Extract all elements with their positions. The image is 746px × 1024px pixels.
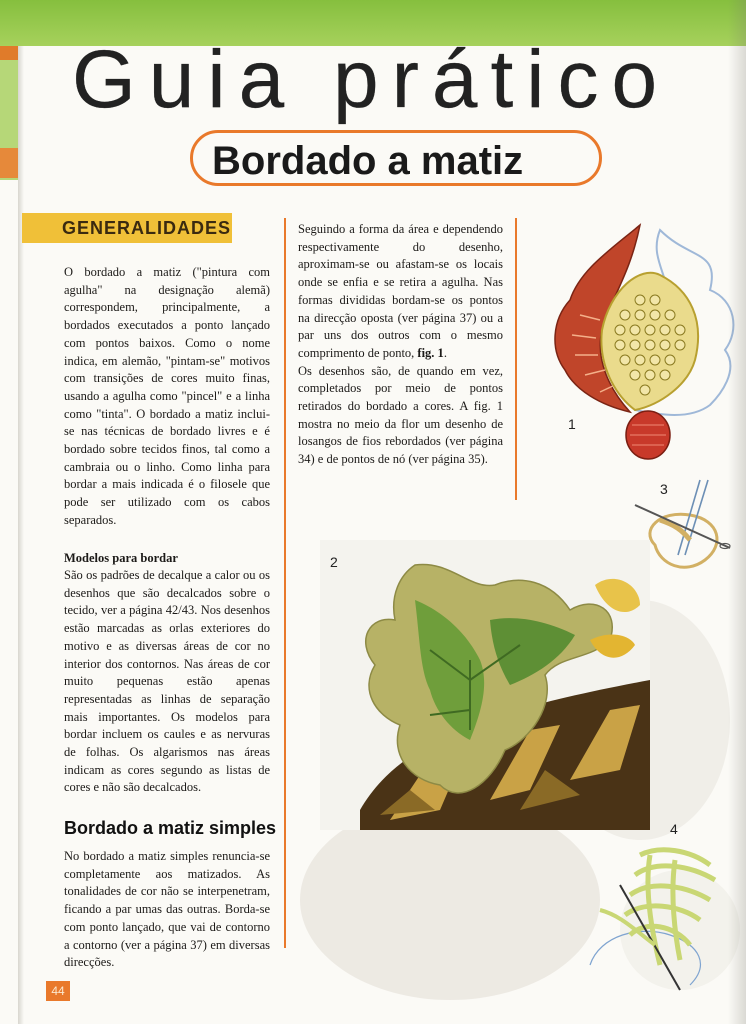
page-spine-shadow — [18, 46, 24, 1024]
figure-2-number: 2 — [330, 554, 338, 570]
column-divider-right — [515, 218, 517, 500]
middle-column-text — [298, 221, 503, 469]
generalidades-heading: GENERALIDADES — [62, 218, 232, 238]
page-number: 44 — [46, 981, 70, 1001]
figure-2-embroidery-photo — [320, 540, 650, 830]
figure-1-number: 1 — [568, 416, 576, 432]
figure-3-number: 3 — [660, 481, 668, 497]
simples-paragraph: No bordado a matiz simples renuncia-se completamente aos matizados. As tonalidades de cor não se interpenetram, ficando a par umas das outras. Borda-se com ponto lançado, que vai de contorno a contorno (ver a página 37) em diversas direcções. — [64, 849, 270, 970]
modelos-heading: Modelos para bordar — [64, 551, 178, 565]
generalidades-paragraph: O bordado a matiz ("pintura com agulha" na designação alemã) correspondem, principalmente, a bordados executados a ponto lançado com pontos baixos. Como o nome indica, em alemão, "pintam-se" motivos com transições de cores muito finas, usando a agulha como "pincel" e a linha como "tinta". O bordado a matiz inclui-se nas técnicas de bordado livres e é bordado sobre tecidos finos, tal como a cambraia ou o linho. Como linha para bordar a mais indicada é o filosele que pode ser utilizado com os cabos separados. — [64, 265, 270, 527]
simples-heading: Bordado a matiz simples — [64, 818, 277, 838]
figure-4-stitch-diagram — [580, 835, 730, 995]
page-title: Guia prático — [72, 34, 671, 125]
figure-4-number: 4 — [670, 821, 678, 837]
middle-paragraph-a: Seguindo a forma da área e dependendo respectivamente do desenho, aproximam-se ou afastam-se os locais onde se enfia e se retira a agulha. Nas formas divididas bordam-se os pontos na direcção oposta (ver página 37) ou a par uns dos outros com o mesmo comprimento de ponto, — [298, 222, 503, 360]
middle-paragraph-b: Os desenhos são, de quando em vez, completados por meio de pontos retirados do bordado a cores. A fig. 1 mostra no meio da flor um desenho de losangos de fios rebordados (ver página 34) e de pontos de nó (ver página 35). — [298, 363, 503, 467]
generalidades-heading-bar — [22, 213, 232, 243]
page-subtitle: Bordado a matiz — [212, 139, 524, 183]
column-divider-left — [284, 218, 286, 948]
middle-paragraph-a-end: . — [443, 345, 447, 360]
fig1-reference: fig. 1 — [417, 345, 444, 360]
modelos-paragraph: São os padrões de decalque a calor ou os desenhos que são decalcados sobre o tecido, ver a página 42/43. Nos desenhos estão marcadas as orlas exteriores do motivo e as diversas áreas de cor no interior dos contornos. Nas áreas de cor muito pequenas estão apenas representadas as linhas de separação mais importantes. Os modelos para bordar incluem os caules e as nervuras de folhas. Os algarismos nas áreas indicam as cores segundo as listas de cores e não são decalcados. — [64, 568, 270, 795]
page-edge-shadow — [728, 0, 746, 1024]
